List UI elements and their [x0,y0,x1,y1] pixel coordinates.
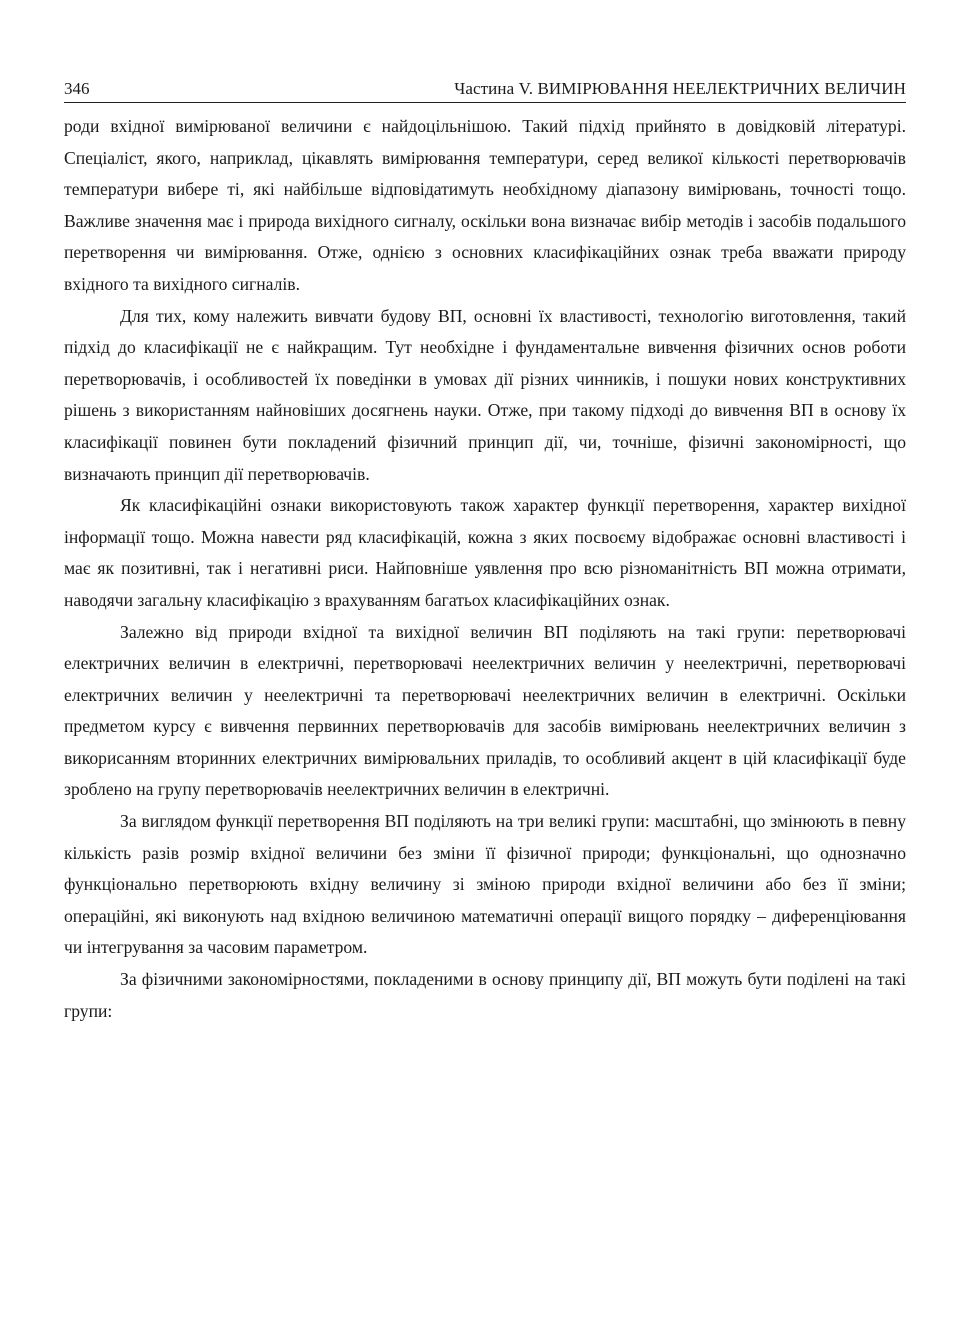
book-page [64,74,906,1027]
page-body [64,111,906,1027]
paragraph: За фізичними закономірностями, покладеними в основу принципу дії, ВП можуть бути поділені на такі групи: [64,969,906,1021]
page-header [64,74,906,103]
paragraph: Залежно від природи вхідної та вихідної величин ВП поділяють на такі групи: перетворювачі електричних величин в електричні, перетворювачі неелектричних величин у неелектричні, перетворювачі електричних величин у неелектричні та перетворювачі неелектричних величин в електричні. Оскільки предметом курсу є вивчення первинних перетворювачів для засобів вимірювань неелектричних величин з викорисанням вторинних електричних вимірювальних приладів, то особливий акцент в цій класифікації буде зроблено на групу перетворювачів неелектричних величин в електричні. [64,621,906,800]
paragraph: Як класифікаційні ознаки використовують також характер функції перетворення, характер вихідної інформації тощо. Можна навести ряд класифікацій, кожна з яких посвоєму відображає основні властивості і має як позитивні, так і негативні риси. Найповніше уявлення про всю різноманітність ВП можна отримати, наводячи загальну класифікацію з врахуванням багатьох класифікаційних ознак. [64,495,906,610]
paragraph-continued: роди вхідної вимірюваної величини є найдоцільнішою. Такий підхід прийнято в довідковій літературі. Спеціаліст, якого, наприклад, цікавлять вимірювання температури, серед великої кількості перетворювачів температури вибере ті, які найбільше відповідатимуть необхідному діапазону вимірювань, точності тощо. Важливе значення має і природа вихідного сигналу, оскільки вона визначає вибір методів і засобів подальшого перетворення чи вимірювання. Отже, однією з основних класифікаційних ознак треба вважати природу вхідного та вихідного сигналів. [64,116,906,294]
page-number: 346 [64,79,90,98]
paragraph: Для тих, кому належить вивчати будову ВП, основні їх властивості, технологію виготовлення, такий підхід до класифікації не є найкращим. Тут необхідне і фундаментальне вивчення фізичних основ роботи перетворювачів, і особливостей їх поведінки в умовах дії різних чинників, і пошуки нових конструктивних рішень з використанням найновіших досягнень науки. Отже, при такому підході до вивчення ВП в основу їх класифікації повинен бути покладений фізичний принцип дії, чи, точніше, фізичні закономірності, що визначають принцип дії перетворювачів. [64,305,906,484]
running-title: Частина V. ВИМІРЮВАННЯ НЕЕЛЕКТРИЧНИХ ВЕЛИЧИН [454,79,906,98]
paragraph: За виглядом функції перетворення ВП поділяють на три великі групи: масштабні, що змінюють в певну кількість разів розмір вхідної величини без зміни її фізичної природи; функціональні, що однозначно функціонально перетворюють вхідну величину зі зміною природи вхідної величини або без її зміни; операційні, які виконують над вхідною величиною математичні операції вищого порядку – диференціювання чи інтегрування за часовим параметром. [64,811,906,958]
